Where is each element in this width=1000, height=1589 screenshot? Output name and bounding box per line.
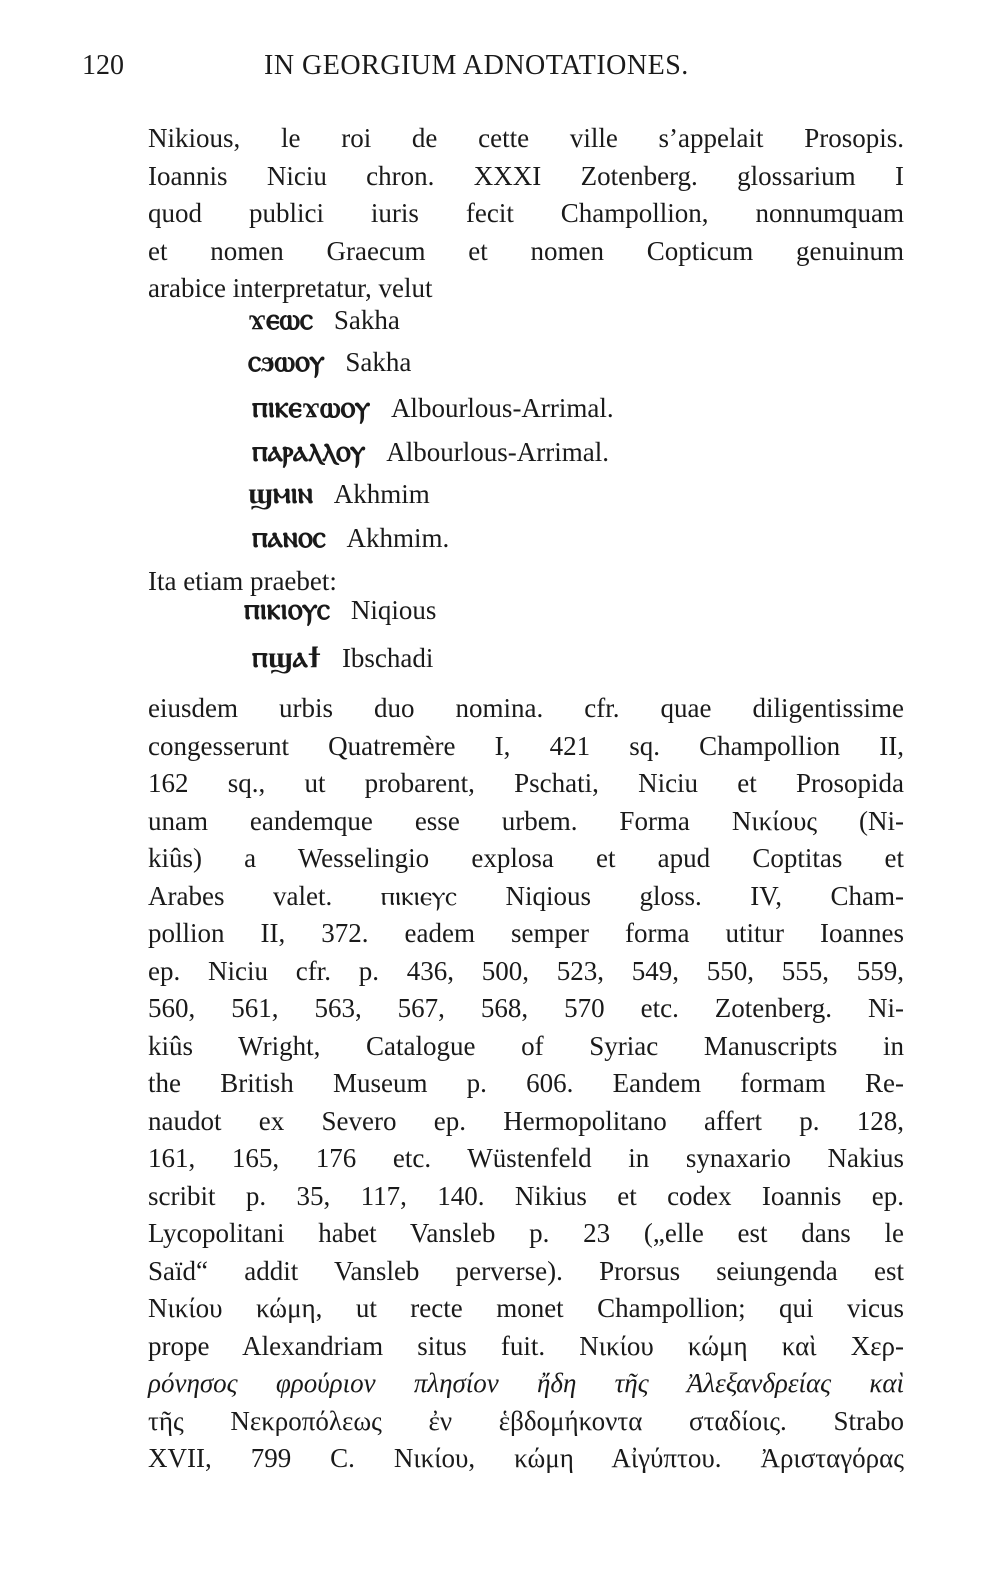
gloss-text: Albourlous-Arrimal. [390, 393, 614, 423]
text-line: 161, 165, 176 etc. Wüstenfeld in synaxario Nakius [148, 1143, 904, 1173]
text-line: ep. Niciu cfr. p. 436, 500, 523, 549, 550, 555, 559, [148, 955, 904, 986]
ita-line: Ita etiam praebet: [148, 566, 337, 596]
glossary-entry [252, 520, 449, 555]
coptic-word: ϫⲉⲱⲥ [248, 302, 314, 337]
text-line: arabice interpretatur, velut [148, 273, 433, 303]
text-line: congesserunt Quatremère I, 421 sq. Champollion II, [148, 730, 904, 761]
text-line: unam eandemque esse urbem. Forma Νικίους (Ni- [148, 805, 904, 836]
text-line: Ioannis Niciu chron. XXXI Zotenberg. glossarium I [148, 160, 904, 191]
glossary-entry [248, 302, 400, 337]
gloss-text: Niqious [350, 595, 437, 625]
text-line: Νικίου κώμη, ut recte monet Champollion; qui vicus [148, 1293, 904, 1323]
text-line: Nikious, le roi de cette ville s’appelait Prosopis. [148, 123, 904, 153]
coptic-word: ⲥϧⲱⲟⲩ [248, 344, 325, 379]
glossary-entry [244, 592, 436, 627]
text-line: 162 sq., ut probarent, Pschati, Niciu et Prosopida [148, 768, 904, 798]
running-header [82, 50, 842, 90]
coptic-word: ⲡⲁⲣⲁⲗⲗⲟⲩ [252, 434, 366, 469]
running-title: IN GEORGIUM ADNOTATIONES. [264, 50, 689, 81]
coptic-word: ⲡϣⲁϯ [252, 640, 322, 675]
text-line: prope Alexandriam situs fuit. Νικίου κώμη καὶ Χερ- [148, 1330, 904, 1361]
gloss-text: Albourlous-Arrimal. [386, 437, 609, 467]
glossary-entry [248, 476, 430, 511]
coptic-word: ϣⲙⲓⲛ [248, 476, 314, 511]
glossary-entry [248, 344, 411, 379]
text-line: pollion II, 372. eadem semper forma utitur Ioannes [148, 918, 904, 948]
text-line: scribit p. 35, 117, 140. Nikius et codex Ioannis ep. [148, 1180, 904, 1211]
paragraph-main [148, 690, 904, 1478]
coptic-word: ⲡⲓⲕⲉϫⲱⲟⲩ [252, 390, 371, 425]
text-line: Lycopolitani habet Vansleb p. 23 („elle est dans le [148, 1218, 904, 1248]
gloss-text: Akhmim [333, 479, 430, 509]
gloss-text: Sakha [333, 305, 400, 335]
text-line: et nomen Graecum et nomen Copticum genuinum [148, 235, 904, 266]
text-line: τῆς Νεκροπόλεως ἐν ἑβδομήκοντα σταδίοις. Strabo [148, 1405, 904, 1436]
text-line: Arabes valet. ⲡⲓⲕⲓⲉⲩⲥ Niqious gloss. IV, Cham- [148, 880, 904, 911]
text-line: kiûs Wright, Catalogue of Syriac Manuscripts in [148, 1030, 904, 1061]
text-line: eiusdem urbis duo nomina. cfr. quae diligentissime [148, 693, 904, 723]
text-line: 560, 561, 563, 567, 568, 570 etc. Zotenberg. Ni- [148, 993, 904, 1023]
text-line: XVII, 799 C. Νικίου, κώμη Αἰγύπτου. Ἀρισταγόρας [148, 1443, 904, 1473]
glossary-entry [252, 434, 609, 469]
gloss-text: Ibschadi [341, 643, 434, 673]
gloss-text: Sakha [345, 347, 412, 377]
text-line: ρόνησος φρούριον πλησίον ἤδη τῆς Ἀλεξανδρείας καὶ [148, 1368, 904, 1398]
gloss-text: Akhmim. [346, 523, 450, 553]
paragraph-intro [148, 120, 904, 308]
glossary-entry [252, 390, 614, 425]
text-line: naudot ex Severo ep. Hermopolitano affert p. 128, [148, 1105, 904, 1136]
text-line: kiûs) a Wesselingio explosa et apud Coptitas et [148, 843, 904, 873]
glossary-entry [252, 640, 433, 675]
text-line: the British Museum p. 606. Eandem formam Re- [148, 1068, 904, 1098]
coptic-word: ⲡⲁⲛⲟⲥ [252, 520, 326, 555]
page-number: 120 [82, 50, 124, 81]
text-line: Saïd“ addit Vansleb perverse). Prorsus seiungenda est [148, 1255, 904, 1286]
coptic-word: ⲡⲓⲕⲓⲟⲩⲥ [244, 592, 331, 627]
text-line: quod publici iuris fecit Champollion, nonnumquam [148, 198, 904, 228]
